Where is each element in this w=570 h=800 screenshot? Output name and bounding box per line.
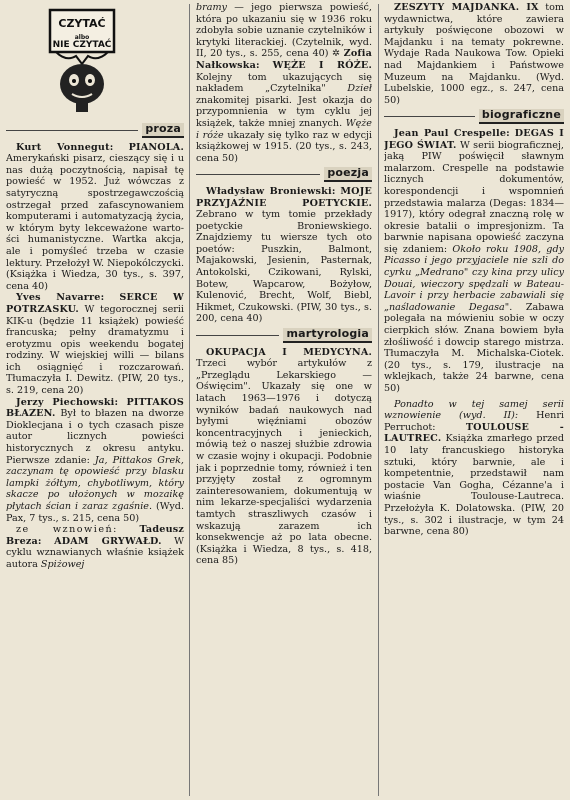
review-italic: Węże i róże xyxy=(196,117,372,141)
review-author: Jerzy Piechowski: xyxy=(16,396,119,408)
logo-line-3: NIE CZYTAĆ xyxy=(52,40,112,50)
review-breza-cont xyxy=(196,2,372,164)
review-perruchot xyxy=(384,399,564,538)
section-label: biograficzne xyxy=(479,109,564,124)
section-label: proza xyxy=(142,123,184,138)
review-title: PIANOLA. xyxy=(128,141,184,153)
review-title: WĘŻE I RÓŻE. xyxy=(272,59,372,71)
logo-line-1: CZYTAĆ xyxy=(58,17,106,30)
review-author: Zofia Nałkowska: xyxy=(196,48,372,71)
logo-line-2: albo xyxy=(74,34,90,41)
column-rule-2 xyxy=(378,4,379,796)
review-body: ukazały się tylko raz w edycji książkowej w 1915. (20 tys., s. 243, cena 50) xyxy=(196,129,372,164)
review-author: Henri Perruchot: xyxy=(384,410,564,433)
review-quote: Ja, Pittakos Grek, zaczynam tę opowieść przy blasku lampki żółtym, chybotliwym, który skacze po ułożonych w mozaikę płytach ścian i zaraz zgaśnie. xyxy=(6,454,184,512)
star-icon: ✲ xyxy=(332,48,341,60)
review-title: SERCE W POTRZASKU. xyxy=(6,292,184,315)
column-rule-1 xyxy=(189,4,190,796)
column-2 xyxy=(196,0,372,800)
review-navarre xyxy=(6,292,184,396)
review-body: — jego pierwsza powieść, która po ukazaniu się w 1936 roku zdobyła sobie uznanie czytelników i krytyki literackiej. (Czytelnik, wyd. II, 20 tys., s. 255, cena 40) xyxy=(196,2,372,60)
review-body: W cyklu wznawianych właśnie książek autora xyxy=(6,535,184,570)
review-title: OKUPACJA I MEDYCYNA. xyxy=(206,346,372,358)
review-italic: bramy xyxy=(196,2,227,13)
review-title: ZESZYTY MAJDANKA. IX xyxy=(394,2,539,13)
column-3 xyxy=(384,0,564,800)
column-1 xyxy=(6,0,184,800)
review-italic: Dzieł xyxy=(347,83,372,95)
review-title: DEGAS I JEGO ŚWIAT. xyxy=(384,127,564,151)
section-label: poezja xyxy=(324,167,372,182)
reissue-label: ze wznowień: xyxy=(16,524,118,536)
review-vonnegut xyxy=(6,142,184,293)
review-author: Yves Navarre: xyxy=(16,292,105,304)
review-italic: Spiżowej xyxy=(40,558,85,570)
review-breza xyxy=(6,524,184,570)
review-author: Jean Paul Crespelle: xyxy=(394,127,510,139)
review-body: Kolejny tom ukazujących się nakładem „Czytelnika" xyxy=(196,71,372,95)
review-body: Zebrano w tym tomie przekłady poetyckie Broniewskiego. Znajdziemy tu wiersze tych oto poetów: Puszkin, Balmont, Majakowski, Jesienin, Pasternak, Antokolski, Czikowani, Rylski, Botew, Wapcarow, Bożyłow, Kulenović, Brecht, Wolf, Biebl, Hikmet, Czukowski. (PIW, 30 tys., s. 200, cena 40) xyxy=(196,209,372,325)
review-body: Zabawa polegała na mówieniu sobie w oczy cierpkich słów. Znana bowiem była złośliwość i dowcip starego mistrza. Tłumaczyła M. Michalska-Ciotek. (20 tys., s. 179, ilustracje na wklejkach, także 24 barwne, cena 50) xyxy=(384,301,564,394)
review-quote: Około roku 1908, gdy Picasso i jego przyjaciele nie szli do cyrku „Medrano" czy kina przy ulicy Douai, wieczory spędzali w Bateau-Lavoir i przy herbacie zabawiali się „naśladowanie Degasa". xyxy=(384,243,564,313)
review-body: Był to błazen na dworze Dioklecjana i o tych czasach pisze autor licznych powieści historycznych z okresu antyku. Pierwsze zdanie: xyxy=(6,408,184,466)
review-body: tom wydawnictwa, które zawiera artykuły poświęcone obozowi w Majdanku i na tematy pokrewne. Wydaje Rada Naukowa Tow. Opieki nad Majdankiem i Państwowe Muzeum na Majdanku. (Wyd. Lubelskie, 1000 egz., s. 247, cena 50) xyxy=(384,2,564,106)
review-broniewski xyxy=(196,186,372,325)
review-zeszyty xyxy=(384,2,564,106)
czytac-logo xyxy=(46,2,118,114)
section-header-proza xyxy=(6,123,184,138)
review-author: Tadeusz Breza: xyxy=(6,524,184,547)
section-header-biograficzne xyxy=(384,109,564,124)
review-piechowski xyxy=(6,397,184,525)
review-italic: Ponadto w tej samej serii wznowienie (wyd. II): xyxy=(384,398,564,422)
section-header-martyrologia xyxy=(196,328,372,343)
logo-area xyxy=(6,0,184,120)
review-body: Trzeci wybór artykułów z „Przeglądu Lekarskiego — Oświęcim". Ukazały się one w latach 1963—1976 i dotyczą wyników badań naukowych nad byłymi więźniami obozów koncentracyjnych i jenieckich, mówią też o naszej służbie zdrowia w czasie wojny i okupacji. Podobnie jak i poprzednie tomy, również i ten przyjęty został z ogromnym zainteresowaniem, dokumentują w nim lekarze-specjaliści wydarzenia tamtych straszliwych czasów i wskazują zarazem ich konsekwencje aż po lata obecne. (Książka i Wiedza, 8 tys., s. 418, cena 85) xyxy=(196,358,372,567)
section-header-poezja xyxy=(196,167,372,182)
review-body: W serii biograficznej, jaką PIW poświęcił sławnym malarzom. Crespelle na podstawie licznych dokumentów, korespondencji i wspomnień przedstawia malarza (Degas: 1834—1917), który odegrał znaczną rolę w okresie batalii o impresjonizm. Ta barwnie napisana opowieść zaczyna się zdaniem: xyxy=(384,139,564,255)
review-body: Amerykański pisarz, cieszący się i u nas dużą poczytnością, napisał tę powieść w 1952. Już wówczas z satyryczną spostrzegawczością ostrzegał przed zafascynowaniem komputerami i automatyzacją życia, w którym byty lekceważone wartości humanistyczne. Wartka akcja, ale i pomyśleć trzeba w czasie lektury. Przełożył W. Niepokólczycki. (Książka i Wiedza, 30 tys., s. 397, cena 40) xyxy=(6,153,184,292)
review-body: Książka zmarłego przed 10 laty francuskiego historyka sztuki, który barwnie, ale i kompetentnie, przedstawił nam postacie Van Gogha, Cézanne'a i wiaśnie Toulouse-Lautreca. Przełożyła K. Dolatowska. (PIW, 20 tys., s. 302 i ilustracje, w tym 24 barwne, cena 80) xyxy=(384,433,564,538)
review-body: W tegorocznej serii KIK-u (będzie 11 książek) powieść francuska; pełny dramatyzmu i erotyzmu opis weekendu bogatej rodziny. W wiejskiej willi — bilans ich osiągnięć i rozczarowań. Tłumaczyła I. Dewitz. (PIW, 20 tys., s. 219, cena 20) xyxy=(6,303,184,397)
review-author: Kurt Vonnegut: xyxy=(16,141,114,153)
review-okupacja xyxy=(196,347,372,567)
review-title: MOJE PRZYJAŹNIE POETYCKIE. xyxy=(196,185,372,209)
section-label: martyrologia xyxy=(283,328,372,343)
review-publisher: (Wyd. Pax, 7 tys., s. 215, cena 50) xyxy=(6,501,184,524)
review-title: TOULOUSE - LAUTREC. xyxy=(384,421,564,445)
review-body: znakomitej pisarki. Jest okazja do przypomnienia w tym cyklu jej książek, także mniej znanych. xyxy=(196,94,372,129)
review-crespelle xyxy=(384,128,564,395)
review-title: PITTAKOS BŁAZEN. xyxy=(6,396,184,420)
review-title: ADAM GRYWAŁD. xyxy=(54,535,162,547)
review-author: Władysław Broniewski: xyxy=(206,185,336,197)
